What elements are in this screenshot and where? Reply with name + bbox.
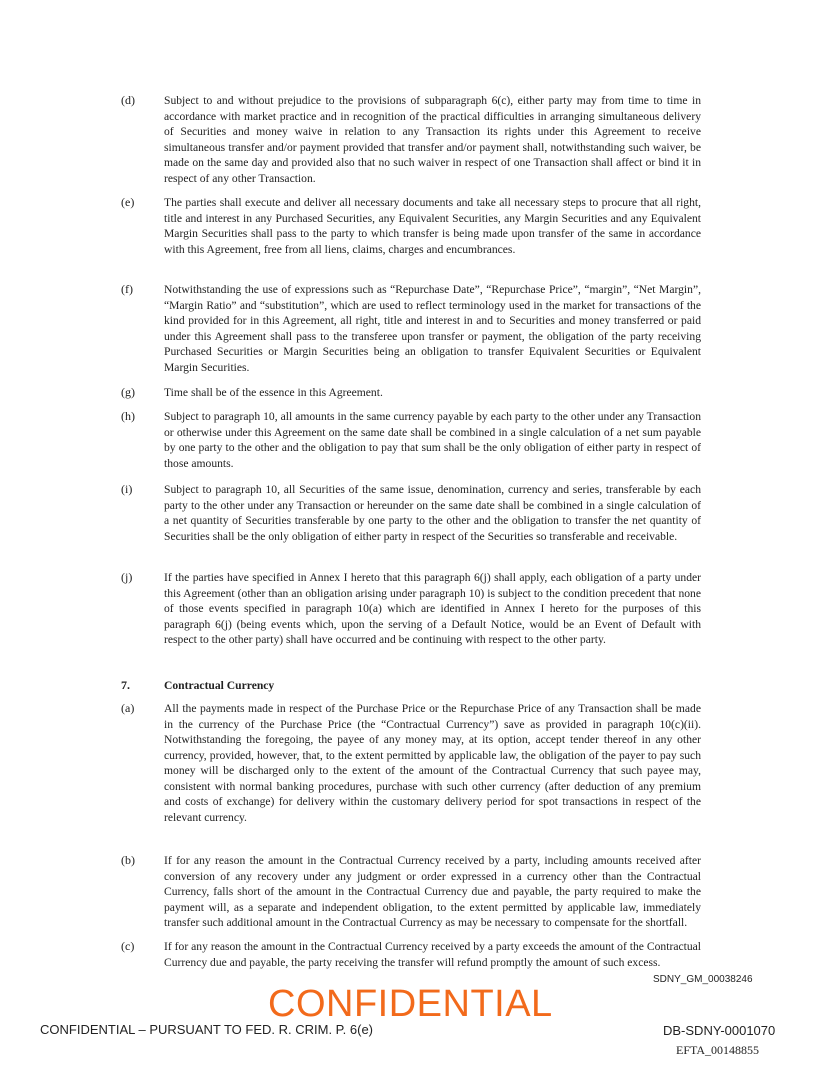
bates-db: DB-SDNY-0001070 xyxy=(663,1023,776,1038)
paragraph-6e xyxy=(121,195,701,273)
bates-efta: EFTA_00148855 xyxy=(676,1043,760,1057)
paragraph-label: (g) xyxy=(121,385,135,399)
paragraph-text: Subject to paragraph 10, all amounts in the same currency payable by each party to the other under any Transaction or otherwise under this Agreement on the same date shall be combined in a single calculation of a net sum payable by one party to the other and the obligation to pay that sum shall be the only obligation of either party in respect of those amounts. xyxy=(164,410,701,470)
paragraph-label: (e) xyxy=(121,195,135,209)
paragraph-text: Subject to and without prejudice to the provisions of subparagraph 6(c), either party may from time to time in accordance with market practice and in recognition of the practical difficulties in arranging simultaneous delivery of Securities and money waive in relation to any Transaction its rights under this Agreement to receive simultaneous transfer and/or payment provided that transfer and/or payment shall, notwithstanding such waiver, be made on the same day and provided also that no such waiver in respect of one Transaction shall affect or bind it in respect of any other Transaction. xyxy=(164,94,701,185)
paragraph-label: (d) xyxy=(121,93,135,107)
paragraph-text: Subject to paragraph 10, all Securities of the same issue, denomination, currency and series, transferable by each party to the other under any Transaction or hereunder on the same date shall be combined in a single calculation of a net quantity of Securities transferable by one party to the other and the obligation to transfer the net quantity of Securities shall be the only obligation of either party in respect of the Securities so transferable and receivable. xyxy=(164,483,701,543)
paragraph-6h xyxy=(121,409,701,473)
paragraph-7a xyxy=(121,701,701,841)
section-7-heading xyxy=(121,678,701,694)
paragraph-6d xyxy=(121,93,701,188)
paragraph-label: (c) xyxy=(121,939,135,953)
paragraph-label: (a) xyxy=(121,701,135,715)
paragraph-label: (i) xyxy=(121,482,133,496)
section-title: Contractual Currency xyxy=(164,679,275,692)
paragraph-text: Time shall be of the essence in this Agreement. xyxy=(164,386,383,399)
paragraph-text: If for any reason the amount in the Contractual Currency received by a party, including amounts received after conversion of any recovery under any judgment or order expressed in a currency other than the Contractual Currency, falls short of the amount in the Contractual Currency due and payable, the party required to make the payment will, as a separate and independent obligation, to the extent permitted by applicable law, immediately transfer such additional amount in the Contractual Currency as may be necessary to compensate for the shortfall. xyxy=(164,854,701,929)
section-number: 7. xyxy=(121,678,130,692)
paragraph-text: The parties shall execute and deliver all necessary documents and take all necessary steps to procure that all right, title and interest in any Purchased Securities, any Equivalent Securities, any Margin Securities and any Equivalent Margin Securities shall pass to the party to which transfer is being made upon transfer of the same in accordance with this Agreement, free from all liens, claims, charges and encumbrances. xyxy=(164,196,701,256)
paragraph-text: All the payments made in respect of the Purchase Price or the Repurchase Price of any Transaction shall be made in the currency of the Purchase Price (the “Contractual Currency”) save as provided in paragraph 10(c)(ii). Notwithstanding the foregoing, the payee of any money may, at its option, accept tender thereof in any other currency, provided, however, that, to the extent permitted by applicable law, the obligation of the payer to pay such money will be discharged only to the extent of the amount of the Contractual Currency that such payee may, consistent with normal banking procedures, purchase with such other currency (after deduction of any premium and costs of exchange) for delivery within the customary delivery period for spot transactions in respect of the relevant currency. xyxy=(164,702,701,824)
paragraph-label: (h) xyxy=(121,409,135,423)
bates-sdny-gm: SDNY_GM_00038246 xyxy=(653,974,753,985)
paragraph-6j xyxy=(121,570,701,665)
confidential-stamp: CONFIDENTIAL xyxy=(268,983,553,1025)
paragraph-6g xyxy=(121,385,701,401)
confidential-notice: CONFIDENTIAL – PURSUANT TO FED. R. CRIM. P. 6(e) xyxy=(40,1022,374,1037)
paragraph-text: If the parties have specified in Annex I hereto that this paragraph 6(j) shall apply, each obligation of a party under this Agreement (other than an obligation arising under paragraph 10) is subject to the condition precedent that none of those events specified in paragraph 10(a) which are identified in Annex I hereto for the purposes of this paragraph 6(j) (being events which, upon the serving of a Default Notice, would be an Event of Default with respect to the other party) shall have occurred and be continuing with respect to the other party. xyxy=(164,571,701,646)
paragraph-text: If for any reason the amount in the Contractual Currency received by a party exceeds the amount of the Contractual Currency due and payable, the party receiving the transfer will refund promptly the amount of such excess. xyxy=(164,940,701,969)
paragraph-7c xyxy=(121,939,701,989)
paragraph-6f xyxy=(121,282,701,377)
paragraph-text: Notwithstanding the use of expressions such as “Repurchase Date”, “Repurchase Price”, “margin”, “Net Margin”, “Margin Ratio” and “substitution”, which are used to reflect terminology used in the market for transactions of the kind provided for in this Agreement, all right, title and interest in and to Securities and money transferred or paid under this Agreement shall pass to the transferee upon transfer or payment, the obligation of the party receiving Purchased Securities or Margin Securities being an obligation to transfer Equivalent Securities or Equivalent Margin Securities. xyxy=(164,283,701,374)
paragraph-label: (j) xyxy=(121,570,133,584)
paragraph-6i xyxy=(121,482,701,562)
paragraph-label: (b) xyxy=(121,853,135,867)
paragraph-label: (f) xyxy=(121,282,133,296)
